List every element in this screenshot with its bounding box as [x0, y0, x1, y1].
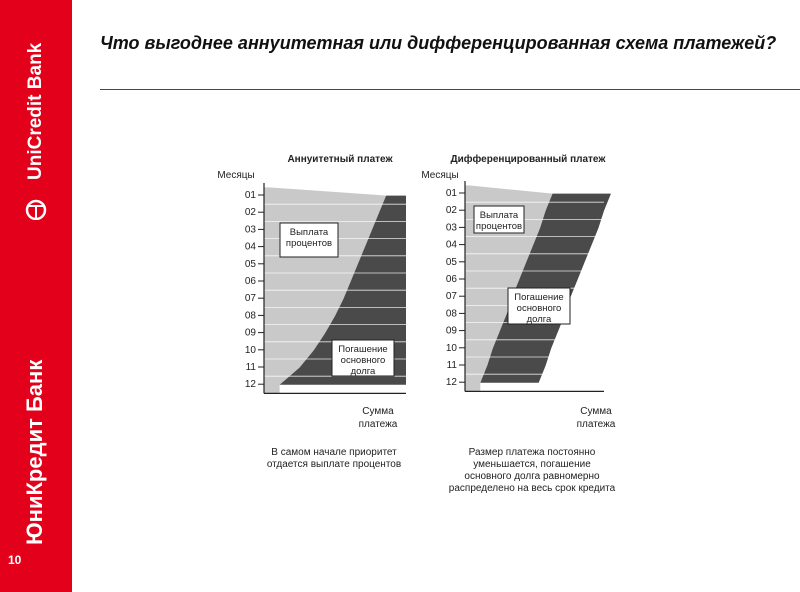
tick-label: 11 — [446, 360, 457, 371]
tick-label: 06 — [244, 276, 256, 287]
tick-label: 03 — [445, 222, 457, 234]
tick-label: 05 — [244, 258, 256, 270]
tick-label: 06 — [445, 274, 457, 285]
series-interest-label: Выплата — [479, 210, 519, 221]
chart-caption: В самом начале приоритет — [271, 447, 397, 458]
series-principal-label: долга — [526, 314, 552, 325]
page-title: Что выгоднее аннуитетная или дифференцированная схема платежей? — [100, 33, 777, 53]
tick-label: 02 — [244, 207, 256, 219]
tick-label: 02 — [445, 205, 457, 217]
x-axis-label: Сумма — [580, 406, 612, 417]
tick-label: 04 — [244, 241, 256, 253]
chart-caption: Размер платежа постоянно — [468, 447, 596, 458]
tick-label: 10 — [244, 344, 256, 356]
chart-caption: основного долга равномерно — [464, 471, 600, 482]
series-interest-label: Выплата — [289, 227, 329, 238]
tick-label: 03 — [244, 224, 256, 236]
series-principal-label: Погашение — [338, 344, 388, 355]
tick-label: 04 — [445, 239, 457, 251]
tick-label: 12 — [244, 379, 256, 391]
tick-label: 11 — [245, 362, 256, 373]
tick-label: 08 — [445, 308, 457, 320]
x-axis-label-2: платежа — [576, 419, 616, 430]
brand-cyrillic-text: ЮниКредит Банк — [21, 359, 47, 545]
chart-caption: распределено на весь срок кредита — [448, 483, 616, 494]
chart-2 — [421, 153, 615, 494]
brand-latin-text: UniCredit Bank — [25, 42, 47, 180]
tick-label: 09 — [445, 325, 457, 337]
x-axis-label: Сумма — [362, 406, 394, 417]
series-interest-label: процентов — [285, 238, 333, 249]
series-interest-label: процентов — [475, 221, 523, 232]
series-principal-label: основного — [340, 355, 386, 366]
chart-caption: отдается выплате процентов — [266, 459, 402, 470]
tick-label: 08 — [244, 310, 256, 322]
x-axis-label-2: платежа — [358, 419, 398, 430]
tick-label: 10 — [445, 342, 457, 354]
series-principal-label: основного — [516, 303, 562, 314]
chart-caption: уменьшается, погашение — [473, 459, 591, 470]
chart-title: Дифференцированный платеж — [450, 154, 606, 165]
y-axis-label: Месяцы — [217, 170, 255, 181]
page-number: 10 — [8, 553, 22, 567]
chart-1 — [217, 154, 406, 470]
series-principal-label: Погашение — [514, 292, 564, 303]
tick-label: 07 — [244, 293, 256, 305]
tick-label: 05 — [445, 256, 457, 268]
tick-label: 01 — [445, 188, 457, 199]
tick-label: 07 — [445, 291, 457, 303]
tick-label: 01 — [244, 190, 256, 201]
series-principal-label: долга — [350, 366, 376, 377]
tick-label: 12 — [445, 377, 457, 389]
tick-label: 09 — [244, 327, 256, 339]
chart-title: Аннуитетный платеж — [287, 154, 393, 165]
y-axis-label: Месяцы — [421, 170, 459, 181]
